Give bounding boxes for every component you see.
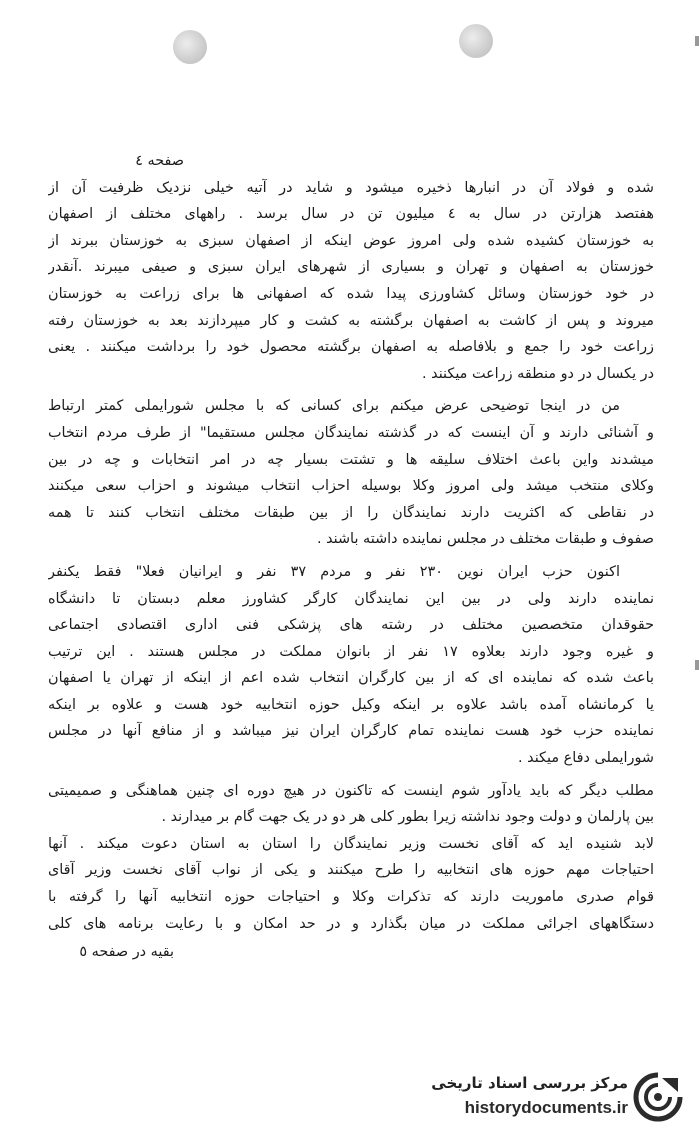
text-line: وکلای منتخب میشد ولی امروز وکلا بوسیله احزاب انتخاب میشوند و احزاب سعی میکنند bbox=[48, 478, 654, 495]
punch-hole-right bbox=[459, 24, 493, 58]
punch-hole-left bbox=[173, 30, 207, 64]
page-header: صفحه ٤ bbox=[135, 153, 184, 169]
text-line: در یکسال در دو منطقه زراعت میکنند . bbox=[422, 365, 654, 382]
text-line: دستگاههای اجرائی مملکت در میان بگذارد و در حد امکان و با رعایت برنامه های کلی bbox=[48, 915, 654, 932]
watermark bbox=[418, 1072, 690, 1122]
text-line: در نقاطی که اکثریت دارند نمایندگان را از بین طبقات مختلف انتخاب کنند تا همه bbox=[48, 504, 654, 521]
text-line: میروند و پس از کاشت به اصفهان برگشته به کشت و کار میپردازند بعد به خوزستان رفته bbox=[48, 312, 654, 329]
text-line: نماینده دارند ولی در بین این نمایندگان کارگر کشاورز معلم دبستان تا دانشگاه bbox=[48, 590, 654, 607]
paragraph-start: مطلب دیگر که باید یادآور شوم اینست که تاکنون در هیچ دوره ای چنین هماهنگی و صمیمیتی bbox=[48, 782, 654, 799]
text-line: بین پارلمان و دولت وجود نداشته زیرا بطور کلی هر دو در یک جهت گام بر میدارند . bbox=[161, 809, 654, 826]
margin-mark bbox=[695, 36, 699, 46]
text-line: یا کرمانشاه آمده باشد علاوه بر اینکه وکیل حوزه انتخابیه خود هست و علاوه بر اینکه bbox=[48, 696, 654, 713]
text-line: قوام صدری ماموریت دارند که تذکرات وکلا و احتیاجات حوزه انتخابیه آنها را گرفته با bbox=[48, 889, 654, 906]
text-line: در خود خوزستان وسائل کشاورزی پیدا شده که اصفهانی ها برای زراعت به خوزستان bbox=[48, 285, 654, 302]
text-line: شورایملی دفاع میکند . bbox=[518, 750, 654, 767]
text-line: و غیره وجود دارند بعلاوه ١٧ نفر از بانوان مملکت در مجلس هستند . این ترتیب bbox=[48, 643, 654, 660]
watermark-title: مرکز بررسی اسناد تاریخی bbox=[431, 1074, 628, 1092]
text-line: لابد شنیده اید که آقای نخست وزیر نمایندگان را استان به استان دعوت میکند . آنها bbox=[48, 835, 654, 852]
text-line: باعث شده که نماینده ای که از بین کارگران انتخاب شده اعم از اینکه از تهران یا اصفهان bbox=[48, 670, 654, 687]
document-body bbox=[48, 148, 654, 967]
text-line: نماینده حزب خود هست نماینده تمام کارگران ایران نیز میباشد و از منافع آنها در مجلس bbox=[48, 723, 654, 740]
text-line: حقوقدان متخصصین مختلف در رشته های پزشکی فنی اداری اقتصادی اجتماعی bbox=[48, 617, 654, 634]
text-line: به خوزستان کشیده شده ولی امروز عوض اینکه از اصفهان سبزی به خوزستان ببرند از bbox=[48, 232, 654, 249]
archive-logo-icon bbox=[632, 1072, 684, 1122]
text-line: و آشنائی دارند و آن اینست که در گذشته نمایندگان مجلس مستقیما" از طرف مردم انتخاب bbox=[48, 424, 654, 441]
text-line: شده و فولاد آن در انبارها ذخیره میشود و شاید در آتیه خیلی نزدیک ظرفیت آن از bbox=[48, 179, 654, 196]
text-line: صفوف و طبقات مختلف در مجلس نماینده داشته باشند . bbox=[316, 531, 654, 548]
text-line: زراعت خود را جمع و بلافاصله به اصفهان برگشته محصول خود را برداشت میکنند . یعنی bbox=[48, 339, 654, 356]
paragraph-start: اکنون حزب ایران نوین ٢٣٠ نفر و مردم ٣٧ نفر و ایرانیان فعلا" فقط یکنفر bbox=[48, 563, 620, 580]
text-line: احتیاجات مهم حوزه های انتخابیه را طرح میکنند و یکی از نواب آقای نخست وزیر آقای bbox=[48, 862, 654, 879]
text-line: خوزستان به اصفهان و تهران و بسیاری از شهرهای ایران سبزی و صیفی میبرند .آنقدر bbox=[48, 259, 654, 276]
margin-mark bbox=[695, 660, 699, 670]
text-line: هفتصد هزارتن در سال به ٤ میلیون تن در سال برسد . راههای مختلف از اصفهان bbox=[48, 206, 654, 223]
paragraph-start: من در اینجا توضیحی عرض میکنم برای کسانی که با مجلس شورایملی کمتر ارتباط bbox=[48, 398, 620, 415]
continuation-note: بقیه در صفحه ٥ bbox=[79, 944, 174, 961]
watermark-site: historydocuments.ir bbox=[464, 1098, 628, 1117]
text-line: میشدند واین باعث اختلاف سلیقه ها و تشتت بسیار چه در امر انتخابات و چه در بین bbox=[48, 451, 654, 468]
